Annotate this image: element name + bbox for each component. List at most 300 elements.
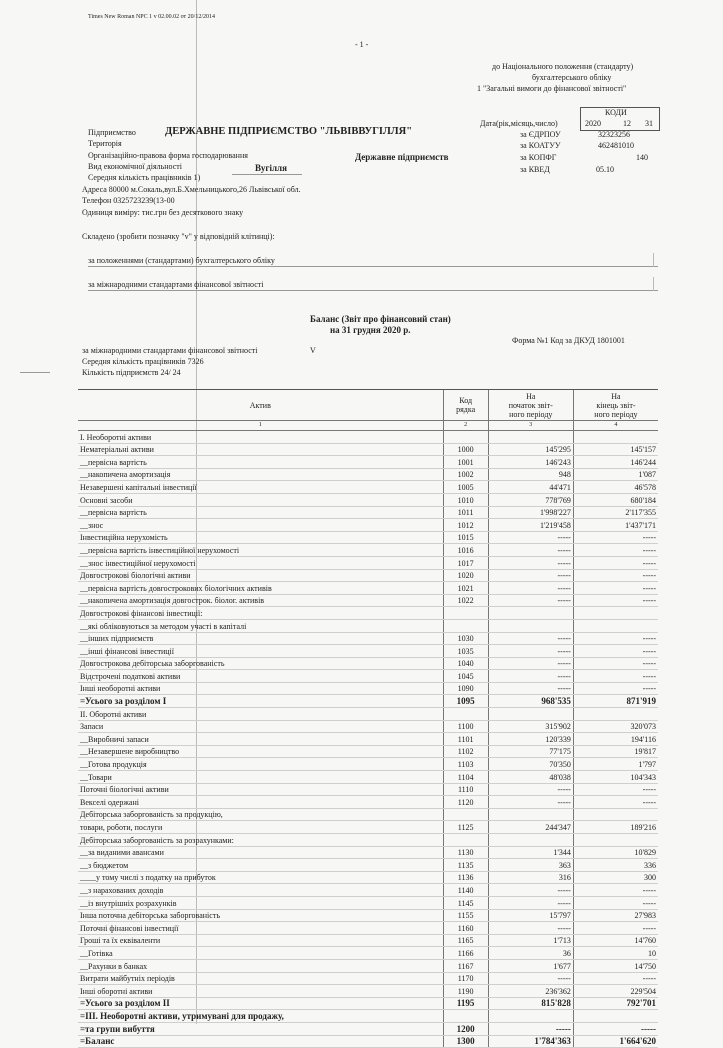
- row-code: 1015: [443, 531, 488, 544]
- row-end-value: [573, 619, 658, 632]
- date-label: Дата(рік,місяць,число): [480, 119, 558, 128]
- row-name: Дебіторська заборгованість за продукцію,: [78, 808, 443, 821]
- staff-label: Середня кількість працівників 1): [88, 173, 201, 182]
- row-code: 1104: [443, 771, 488, 784]
- row-start-value: -----: [488, 531, 573, 544]
- row-name: Витрати майбутніх періодів: [78, 972, 443, 985]
- row-end-value: -----: [573, 657, 658, 670]
- row-start-value: -----: [488, 884, 573, 897]
- options-prompt: Складено (зробити позначку "v" у відповідній клітинці):: [82, 232, 275, 241]
- row-code: 1135: [443, 859, 488, 872]
- table-row: [78, 821, 658, 834]
- colnum-2: 2: [443, 421, 488, 431]
- row-name: ____у тому числі з податку на прибуток: [78, 871, 443, 884]
- row-code: 1045: [443, 670, 488, 683]
- row-start-value: [488, 619, 573, 632]
- row-code: 1010: [443, 493, 488, 506]
- table-row: [78, 972, 658, 985]
- row-start-value: 1'344: [488, 846, 573, 859]
- table-row: [78, 569, 658, 582]
- row-end-value: 680'184: [573, 493, 658, 506]
- row-start-value: -----: [488, 569, 573, 582]
- row-code: [443, 607, 488, 620]
- table-row: [78, 871, 658, 884]
- row-code: 1195: [443, 997, 488, 1010]
- row-code: [443, 1010, 488, 1023]
- row-end-value: -----: [573, 884, 658, 897]
- date-day: 31: [645, 119, 653, 128]
- row-name: Інша поточна дебіторська заборгованість: [78, 909, 443, 922]
- row-name: Інші оборотні активи: [78, 985, 443, 998]
- row-code: 1000: [443, 443, 488, 456]
- row-code: 1012: [443, 519, 488, 532]
- header-start-2: початок звіт-: [508, 400, 553, 410]
- table-row: [78, 481, 658, 494]
- row-name: __Виробничі запаси: [78, 733, 443, 746]
- row-start-value: -----: [488, 783, 573, 796]
- table-row: [78, 985, 658, 998]
- table-row: [78, 720, 658, 733]
- row-name: __за виданими авансами: [78, 846, 443, 859]
- row-end-value: -----: [573, 632, 658, 645]
- colnum-4: 4: [573, 421, 658, 431]
- table-row: [78, 607, 658, 620]
- row-start-value: -----: [488, 657, 573, 670]
- row-start-value: -----: [488, 544, 573, 557]
- row-end-value: [573, 1010, 658, 1023]
- row-name: __накопичена амортизація: [78, 468, 443, 481]
- row-end-value: 194'116: [573, 733, 658, 746]
- table-row: [78, 1010, 658, 1023]
- codes-box: [580, 107, 660, 131]
- table-row: [78, 506, 658, 519]
- table-row: [78, 896, 658, 909]
- row-code: 1130: [443, 846, 488, 859]
- row-start-value: 1'713: [488, 934, 573, 947]
- row-end-value: 1'664'620: [573, 1035, 658, 1048]
- row-end-value: 10: [573, 947, 658, 960]
- table-row: [78, 846, 658, 859]
- kved-label: за КВЕД: [520, 165, 550, 174]
- row-end-value: 14'750: [573, 959, 658, 972]
- row-code: 1200: [443, 1022, 488, 1035]
- koatuu-label: за КОАТУУ: [520, 141, 561, 150]
- row-start-value: 36: [488, 947, 573, 960]
- table-row: [78, 431, 658, 444]
- row-code: 1120: [443, 796, 488, 809]
- header-start-3: ного періоду: [509, 409, 553, 419]
- kved-value: 05.10: [596, 165, 614, 174]
- row-name: Поточні фінансові інвестиції: [78, 922, 443, 935]
- table-row: [78, 531, 658, 544]
- row-end-value: 229'504: [573, 985, 658, 998]
- row-name: Нематеріальні активи: [78, 443, 443, 456]
- option-national-checkbox[interactable]: [653, 253, 660, 267]
- row-code: 1167: [443, 959, 488, 972]
- row-start-value: 815'828: [488, 997, 573, 1010]
- table-row: [78, 1022, 658, 1035]
- row-end-value: 19'817: [573, 745, 658, 758]
- row-start-value: -----: [488, 1022, 573, 1035]
- row-end-value: -----: [573, 922, 658, 935]
- row-name: Відстрочені податкові активи: [78, 670, 443, 683]
- row-code: 1020: [443, 569, 488, 582]
- row-end-value: 145'157: [573, 443, 658, 456]
- row-name: __знос інвестиційної нерухомості: [78, 556, 443, 569]
- row-end-value: 320'073: [573, 720, 658, 733]
- table-row: [78, 657, 658, 670]
- row-code: [443, 619, 488, 632]
- row-start-value: -----: [488, 896, 573, 909]
- row-end-value: 300: [573, 871, 658, 884]
- row-name: __з бюджетом: [78, 859, 443, 872]
- header-end-2: кінець звіт-: [596, 400, 636, 410]
- row-start-value: 146'243: [488, 456, 573, 469]
- row-start-value: 15'797: [488, 909, 573, 922]
- row-start-value: -----: [488, 645, 573, 658]
- table-row: [78, 468, 658, 481]
- row-end-value: 1'437'171: [573, 519, 658, 532]
- row-name: __знос: [78, 519, 443, 532]
- row-name: __первісна вартість інвестиційної нерухомості: [78, 544, 443, 557]
- activity-label: Вид економічної діяльності: [88, 162, 183, 171]
- table-row: [78, 834, 658, 847]
- row-code: 1140: [443, 884, 488, 897]
- option-national: за положеннями (стандартами) бухгалтерського обліку: [88, 256, 275, 265]
- table-row: [78, 670, 658, 683]
- table-row: [78, 619, 658, 632]
- table-row: [78, 934, 658, 947]
- row-start-value: 77'175: [488, 745, 573, 758]
- row-code: 1155: [443, 909, 488, 922]
- row-end-value: -----: [573, 531, 658, 544]
- row-start-value: [488, 431, 573, 444]
- font-note: Times New Roman NPC 1 v 02.00.02 от 20/12/2014: [88, 14, 215, 20]
- row-name: __Рахунки в банках: [78, 959, 443, 972]
- address: Адреса 80000 м.Сокаль,вул.Б.Хмельницького,26 Львівської обл.: [82, 185, 301, 194]
- table-row: [78, 959, 658, 972]
- ifrs-mark: V: [310, 346, 316, 355]
- header-end: [573, 390, 658, 421]
- standard-line-2: бухгалтерського обліку: [532, 73, 612, 82]
- row-start-value: [488, 607, 573, 620]
- table-row: [78, 632, 658, 645]
- table-row: [78, 771, 658, 784]
- row-name: Векселі одержані: [78, 796, 443, 809]
- row-name: Інвестиційна нерухомість: [78, 531, 443, 544]
- table-row: [78, 594, 658, 607]
- date-month: 12: [623, 119, 631, 128]
- row-code: 1016: [443, 544, 488, 557]
- org-form-value: Державне підприємств: [355, 152, 449, 162]
- phone: Телефон 0325723239(13-00: [82, 196, 175, 205]
- row-code: 1030: [443, 632, 488, 645]
- balance-rows: [78, 431, 658, 1048]
- row-end-value: [573, 834, 658, 847]
- row-end-value: [573, 708, 658, 721]
- row-start-value: -----: [488, 972, 573, 985]
- row-name: __інші фінансові інвестиції: [78, 645, 443, 658]
- standard-line-1: до Національного положення (стандарту): [492, 62, 634, 71]
- row-name: Довгострокові фінансові інвестиції:: [78, 607, 443, 620]
- unit-of-measure: Одиниця виміру: тис.грн без десяткового знаку: [82, 208, 244, 217]
- row-end-value: -----: [573, 594, 658, 607]
- kopfg-label: за КОПФГ: [520, 153, 557, 162]
- enterprise-label: Підприємство: [88, 128, 136, 137]
- row-code: [443, 834, 488, 847]
- row-start-value: 244'347: [488, 821, 573, 834]
- table-row: [78, 1035, 658, 1048]
- koatuu-value: 462481010: [598, 141, 634, 150]
- option-international-checkbox[interactable]: [653, 277, 660, 291]
- row-start-value: 236'362: [488, 985, 573, 998]
- row-end-value: -----: [573, 645, 658, 658]
- row-code: 1165: [443, 934, 488, 947]
- row-name: Основні засоби: [78, 493, 443, 506]
- header-code-2: рядка: [456, 405, 476, 414]
- row-end-value: 146'244: [573, 456, 658, 469]
- row-start-value: [488, 808, 573, 821]
- row-name: товари, роботи, послуги: [78, 821, 443, 834]
- edrpou-value: 32323256: [598, 130, 630, 139]
- row-code: 1125: [443, 821, 488, 834]
- enterprise-name: ДЕРЖАВНЕ ПІДПРИЄМСТВО "ЛЬВІВВУГІЛЛЯ": [165, 126, 413, 137]
- row-name: Запаси: [78, 720, 443, 733]
- row-name: __із внутрішніх розрахунків: [78, 896, 443, 909]
- row-end-value: 1'087: [573, 468, 658, 481]
- form-code: Форма №1 Код за ДКУД 1801001: [512, 336, 625, 345]
- table-row: [78, 582, 658, 595]
- row-end-value: -----: [573, 569, 658, 582]
- row-code: 1035: [443, 645, 488, 658]
- row-end-value: 46'578: [573, 481, 658, 494]
- row-code: 1100: [443, 720, 488, 733]
- row-name: __з нарахованих доходів: [78, 884, 443, 897]
- row-start-value: 1'219'458: [488, 519, 573, 532]
- table-row: [78, 947, 658, 960]
- row-end-value: [573, 431, 658, 444]
- row-end-value: [573, 607, 658, 620]
- row-code: 1145: [443, 896, 488, 909]
- row-name: Інші необоротні активи: [78, 682, 443, 695]
- enterprise-count: Кількість підприємств 24/ 24: [82, 368, 181, 377]
- row-code: 1022: [443, 594, 488, 607]
- row-name: =Усього за розділом II: [78, 997, 443, 1010]
- row-code: 1102: [443, 745, 488, 758]
- option-international: за міжнародними стандартами фінансової звітності: [88, 280, 264, 289]
- row-start-value: 948: [488, 468, 573, 481]
- staff-count: Середня кількість працівників 7326: [82, 357, 204, 366]
- codes-title: КОДИ: [605, 108, 627, 117]
- ifrs-label: за міжнародними стандартами фінансової звітності: [82, 346, 258, 355]
- colnum-1: 1: [78, 421, 443, 431]
- row-end-value: [573, 808, 658, 821]
- row-end-value: 2'117'355: [573, 506, 658, 519]
- table-row: [78, 682, 658, 695]
- org-form-label: Організаційно-правова форма господарювання: [88, 151, 248, 160]
- row-code: 1021: [443, 582, 488, 595]
- row-name: __первісна вартість довгострокових біологічних активів: [78, 582, 443, 595]
- table-row: [78, 556, 658, 569]
- table-row: [78, 922, 658, 935]
- row-code: 1103: [443, 758, 488, 771]
- row-name: =III. Необоротні активи, утримувані для продажу,: [78, 1010, 443, 1023]
- row-start-value: -----: [488, 922, 573, 935]
- table-row: [78, 997, 658, 1010]
- row-code: 1017: [443, 556, 488, 569]
- row-start-value: 1'998'227: [488, 506, 573, 519]
- table-row: [78, 733, 658, 746]
- row-code: 1170: [443, 972, 488, 985]
- row-code: 1090: [443, 682, 488, 695]
- row-start-value: 316: [488, 871, 573, 884]
- row-start-value: -----: [488, 796, 573, 809]
- header-end-1: На: [611, 391, 621, 401]
- row-end-value: -----: [573, 582, 658, 595]
- territory-label: Територія: [88, 139, 122, 148]
- row-name: __накопичена амортизація довгострок. біолог. активів: [78, 594, 443, 607]
- row-end-value: -----: [573, 556, 658, 569]
- header-start: [488, 390, 573, 421]
- row-start-value: -----: [488, 582, 573, 595]
- row-name: __Товари: [78, 771, 443, 784]
- row-code: [443, 431, 488, 444]
- row-name: __первісна вартість: [78, 506, 443, 519]
- table-row: [78, 456, 658, 469]
- row-code: 1101: [443, 733, 488, 746]
- kopfg-value: 140: [636, 153, 648, 162]
- header-code-1: Код: [459, 396, 473, 405]
- row-code: 1160: [443, 922, 488, 935]
- row-name: __Готова продукція: [78, 758, 443, 771]
- table-row: [78, 783, 658, 796]
- row-name: Поточні біологічні активи: [78, 783, 443, 796]
- table-row: [78, 544, 658, 557]
- row-start-value: 968'535: [488, 695, 573, 708]
- row-code: 1300: [443, 1035, 488, 1048]
- row-end-value: 1'797: [573, 758, 658, 771]
- row-end-value: -----: [573, 1022, 658, 1035]
- table-row: [78, 708, 658, 721]
- row-name: Дебіторська заборгованість за розрахунками:: [78, 834, 443, 847]
- row-end-value: -----: [573, 544, 658, 557]
- header-start-1: На: [526, 391, 536, 401]
- row-start-value: -----: [488, 670, 573, 683]
- balance-table: [78, 390, 658, 1048]
- row-code: [443, 708, 488, 721]
- row-name: II. Оборотні активи: [78, 708, 443, 721]
- row-end-value: 27'983: [573, 909, 658, 922]
- colnum-3: 3: [488, 421, 573, 431]
- row-name: Довгострокові біологічні активи: [78, 569, 443, 582]
- row-name: __інших підприємств: [78, 632, 443, 645]
- report-title: Баланс (Звіт про фінансовий стан): [310, 314, 451, 324]
- row-end-value: -----: [573, 896, 658, 909]
- row-name: Незавершені капітальні інвестиції: [78, 481, 443, 494]
- row-code: 1001: [443, 456, 488, 469]
- table-row: [78, 808, 658, 821]
- row-code: 1136: [443, 871, 488, 884]
- option-international-line: [88, 290, 658, 291]
- row-code: [443, 808, 488, 821]
- page-number: - 1 -: [355, 40, 369, 49]
- row-end-value: 189'216: [573, 821, 658, 834]
- table-row: [78, 859, 658, 872]
- table-row: [78, 695, 658, 708]
- row-end-value: -----: [573, 783, 658, 796]
- table-row: [78, 909, 658, 922]
- row-start-value: 120'339: [488, 733, 573, 746]
- row-end-value: -----: [573, 670, 658, 683]
- row-code: 1095: [443, 695, 488, 708]
- row-start-value: 48'038: [488, 771, 573, 784]
- row-start-value: 1'677: [488, 959, 573, 972]
- row-start-value: [488, 834, 573, 847]
- row-start-value: [488, 708, 573, 721]
- report-date: на 31 грудня 2020 р.: [330, 325, 411, 335]
- row-start-value: 363: [488, 859, 573, 872]
- row-code: 1166: [443, 947, 488, 960]
- header-assets: Актив: [78, 390, 443, 421]
- standard-line-3: 1 "Загальні вимоги до фінансової звітності": [477, 84, 627, 93]
- header-code: [443, 390, 488, 421]
- row-end-value: 104'343: [573, 771, 658, 784]
- row-name: __які обліковуються за методом участі в капіталі: [78, 619, 443, 632]
- table-row: [78, 745, 658, 758]
- row-code: 1040: [443, 657, 488, 670]
- table-row: [78, 493, 658, 506]
- row-start-value: -----: [488, 632, 573, 645]
- row-name: I. Необоротні активи: [78, 431, 443, 444]
- row-name: =Баланс: [78, 1035, 443, 1048]
- row-start-value: 315'902: [488, 720, 573, 733]
- header-end-3: ного періоду: [594, 409, 638, 419]
- date-year: 2020: [585, 119, 601, 128]
- row-start-value: [488, 1010, 573, 1023]
- row-end-value: -----: [573, 682, 658, 695]
- table-row: [78, 884, 658, 897]
- row-name: Довгострокова дебіторська заборгованість: [78, 657, 443, 670]
- row-end-value: 14'760: [573, 934, 658, 947]
- table-row: [78, 645, 658, 658]
- row-name: __Готівка: [78, 947, 443, 960]
- row-code: 1005: [443, 481, 488, 494]
- table-row: [78, 796, 658, 809]
- row-start-value: 44'471: [488, 481, 573, 494]
- row-end-value: -----: [573, 796, 658, 809]
- row-end-value: 10'829: [573, 846, 658, 859]
- row-code: 1190: [443, 985, 488, 998]
- activity-value: Вугілля: [255, 163, 287, 173]
- row-start-value: 145'295: [488, 443, 573, 456]
- table-row: [78, 443, 658, 456]
- row-start-value: 1'784'363: [488, 1035, 573, 1048]
- row-name: =Усього за розділом I: [78, 695, 443, 708]
- row-start-value: -----: [488, 556, 573, 569]
- row-name: __первісна вартість: [78, 456, 443, 469]
- row-start-value: 778'769: [488, 493, 573, 506]
- table-row: [78, 758, 658, 771]
- row-start-value: -----: [488, 682, 573, 695]
- row-end-value: -----: [573, 972, 658, 985]
- row-start-value: 70'350: [488, 758, 573, 771]
- row-end-value: 792'701: [573, 997, 658, 1010]
- row-code: 1002: [443, 468, 488, 481]
- option-national-line: [88, 266, 658, 267]
- row-start-value: -----: [488, 594, 573, 607]
- row-end-value: 871'919: [573, 695, 658, 708]
- edrpou-label: за ЄДРПОУ: [520, 130, 561, 139]
